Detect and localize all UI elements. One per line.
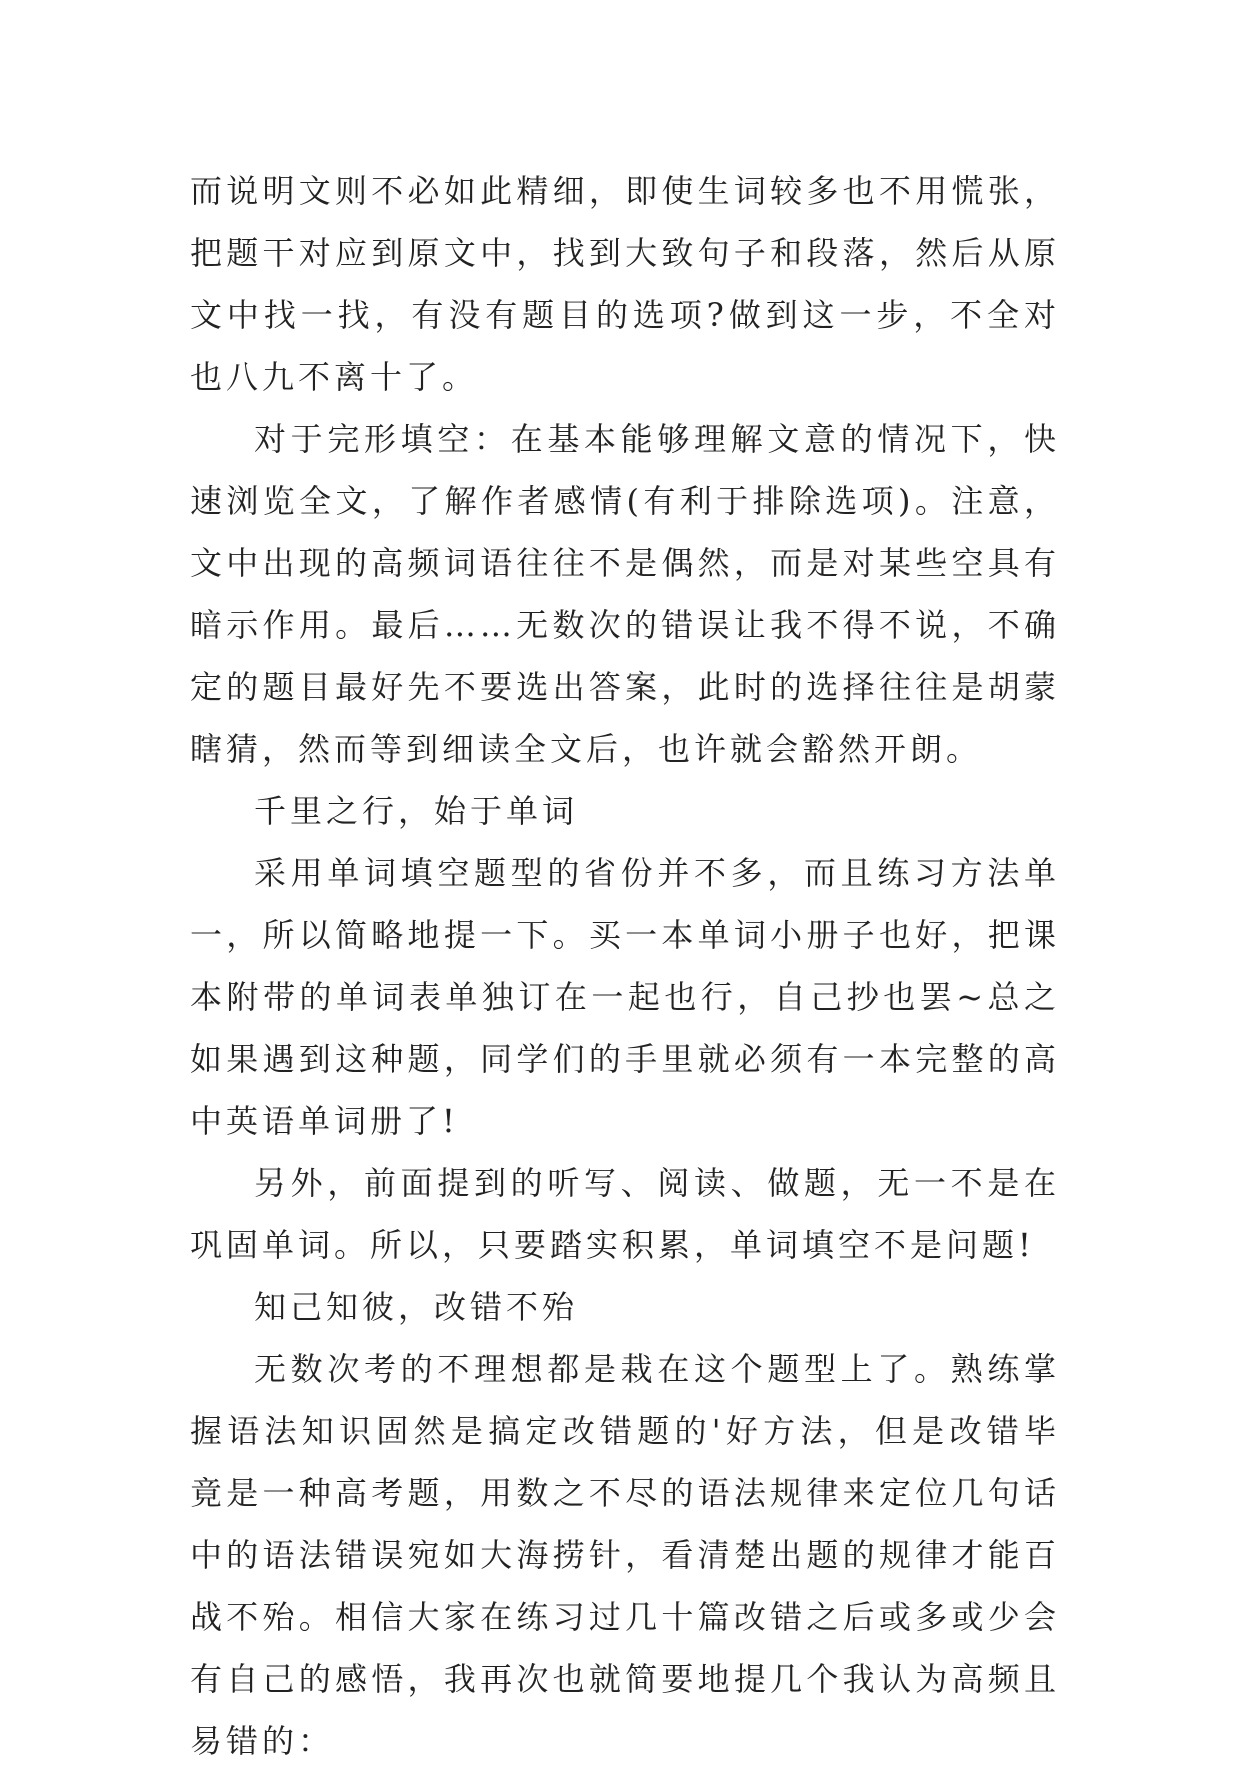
- document-body: [190, 160, 1060, 1772]
- paragraph-cloze-tips: 对于完形填空：在基本能够理解文意的情况下，快速浏览全文，了解作者感情(有利于排除选项)。注意，文中出现的高频词语往往不是偶然，而是对某些空具有暗示作用。最后……无数次的错误让我不得不说，不确定的题目最好先不要选出答案，此时的选择往往是胡蒙瞎猜，然而等到细读全文后，也许就会豁然开朗。: [190, 420, 1060, 768]
- section-heading-vocabulary: 千里之行，始于单词: [254, 792, 579, 830]
- paragraph-word-fill: 采用单词填空题型的省份并不多，而且练习方法单一，所以简略地提一下。买一本单词小册子也好，把课本附带的单词表单独订在一起也行，自己抄也罢~总之如果遇到这种题，同学们的手里就必须有一本完整的高中英语单词册了!: [190, 854, 1060, 1140]
- section-heading-error-correction: 知己知彼，改错不殆: [254, 1288, 579, 1326]
- paragraph-continuation: 而说明文则不必如此精细，即使生词较多也不用慌张，把题干对应到原文中，找到大致句子和段落，然后从原文中找一找，有没有题目的选项?做到这一步，不全对也八九不离十了。: [190, 172, 1060, 396]
- paragraph-word-consolidation: 另外，前面提到的听写、阅读、做题，无一不是在巩固单词。所以，只要踏实积累，单词填空不是问题!: [190, 1164, 1060, 1264]
- paragraph-error-correction: 无数次考的不理想都是栽在这个题型上了。熟练掌握语法知识固然是搞定改错题的'好方法，但是改错毕竟是一种高考题，用数之不尽的语法规律来定位几句话中的语法错误宛如大海捞针，看清楚出题的规律才能百战不殆。相信大家在练习过几十篇改错之后或多或少会有自己的感悟，我再次也就简要地提几个我认为高频且易错的：: [190, 1350, 1060, 1760]
